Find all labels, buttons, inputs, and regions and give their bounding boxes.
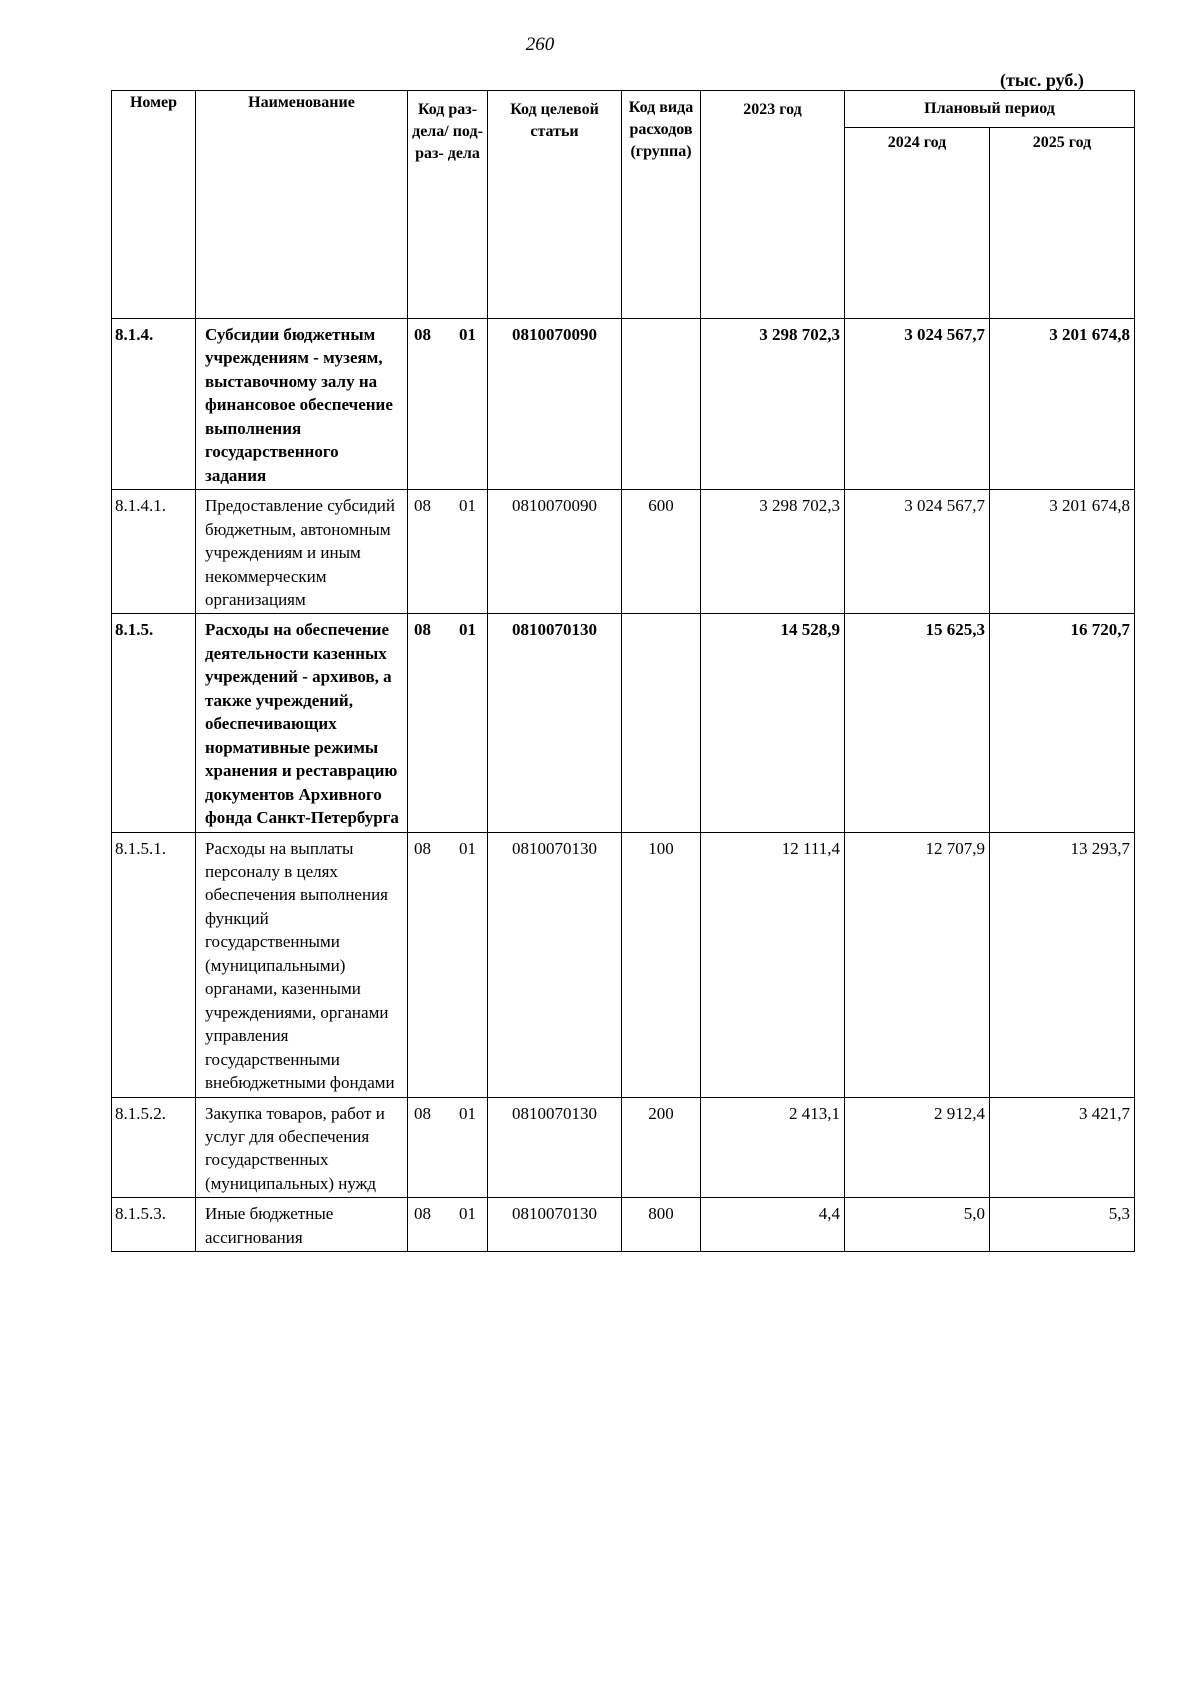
section-code-pair xyxy=(411,618,484,641)
table-row xyxy=(112,1097,1135,1198)
row-amount-2023: 4,4 xyxy=(701,1198,845,1252)
razdel-code: 08 xyxy=(414,1204,431,1224)
header-name: Наименование xyxy=(196,91,408,319)
row-name: Расходы на обеспечение деятельности казенных учреждений - архивов, а также учреждений, обеспечивающих нормативные режимы хранения и реставрацию документов Архивного фонда Санкт-Петербурга xyxy=(196,614,408,832)
row-name: Расходы на выплаты персоналу в целях обеспечения выполнения функций государственными (муниципальными) органами, казенными учреждениями, органами управления государственными внебюджетными фондами xyxy=(196,832,408,1097)
row-amount-2024: 3 024 567,7 xyxy=(845,490,990,614)
section-code-pair xyxy=(411,837,484,860)
header-number: Номер xyxy=(112,91,196,319)
razdel-code: 08 xyxy=(414,325,431,344)
row-expense-code: 600 xyxy=(622,490,701,614)
row-expense-code: 100 xyxy=(622,832,701,1097)
row-name: Субсидии бюджетным учреждениям - музеям, выставочному залу на финансовое обеспечение выполнения государственного задания xyxy=(196,319,408,490)
razdel-code: 08 xyxy=(414,1103,431,1123)
section-code-pair xyxy=(411,323,484,346)
row-number: 8.1.5.1. xyxy=(112,832,196,1097)
row-section-code xyxy=(408,1198,488,1252)
table-row xyxy=(112,1198,1135,1252)
row-section-code xyxy=(408,319,488,490)
row-section-code xyxy=(408,832,488,1097)
row-target-code: 0810070130 xyxy=(488,1097,622,1198)
row-number: 8.1.5.2. xyxy=(112,1097,196,1198)
podrazdel-code: 01 xyxy=(459,620,476,640)
row-amount-2024: 3 024 567,7 xyxy=(845,319,990,490)
row-amount-2024: 15 625,3 xyxy=(845,614,990,832)
row-expense-code: 800 xyxy=(622,1198,701,1252)
podrazdel-code: 01 xyxy=(459,1103,476,1123)
row-target-code: 0810070090 xyxy=(488,490,622,614)
row-amount-2025: 13 293,7 xyxy=(990,832,1135,1097)
header-year-2024: 2024 год xyxy=(845,128,990,319)
header-row xyxy=(112,91,1135,128)
section-code-pair xyxy=(411,1102,484,1125)
row-amount-2023: 3 298 702,3 xyxy=(701,490,845,614)
table-row xyxy=(112,319,1135,490)
row-amount-2023: 14 528,9 xyxy=(701,614,845,832)
header-expense-code: Код вида расходов (группа) xyxy=(622,91,701,319)
header-year-2023: 2023 год xyxy=(701,91,845,319)
row-amount-2025: 3 421,7 xyxy=(990,1097,1135,1198)
table-row xyxy=(112,614,1135,832)
podrazdel-code: 01 xyxy=(459,838,476,858)
row-target-code: 0810070130 xyxy=(488,1198,622,1252)
row-expense-code xyxy=(622,319,701,490)
row-amount-2024: 2 912,4 xyxy=(845,1097,990,1198)
row-amount-2023: 12 111,4 xyxy=(701,832,845,1097)
table-row xyxy=(112,832,1135,1097)
header-section-code: Код раз- дела/ под- раз- дела xyxy=(408,91,488,319)
section-code-pair xyxy=(411,494,484,517)
row-number: 8.1.5.3. xyxy=(112,1198,196,1252)
row-target-code: 0810070130 xyxy=(488,832,622,1097)
table-row xyxy=(112,490,1135,614)
podrazdel-code: 01 xyxy=(459,496,476,516)
header-target-code: Код целевой статьи xyxy=(488,91,622,319)
row-name: Иные бюджетные ассигнования xyxy=(196,1198,408,1252)
row-amount-2025: 3 201 674,8 xyxy=(990,490,1135,614)
header-planned-period: Плановый период xyxy=(845,91,1135,128)
section-code-pair xyxy=(411,1202,484,1225)
row-section-code xyxy=(408,490,488,614)
row-section-code xyxy=(408,1097,488,1198)
row-amount-2023: 2 413,1 xyxy=(701,1097,845,1198)
budget-table xyxy=(111,90,1135,1252)
row-amount-2024: 12 707,9 xyxy=(845,832,990,1097)
row-amount-2025: 5,3 xyxy=(990,1198,1135,1252)
razdel-code: 08 xyxy=(414,496,431,516)
podrazdel-code: 01 xyxy=(459,1204,476,1224)
row-expense-code xyxy=(622,614,701,832)
podrazdel-code: 01 xyxy=(459,325,476,344)
row-number: 8.1.5. xyxy=(112,614,196,832)
row-amount-2025: 16 720,7 xyxy=(990,614,1135,832)
razdel-code: 08 xyxy=(414,838,431,858)
row-number: 8.1.4. xyxy=(112,319,196,490)
page-number: 260 xyxy=(525,34,555,55)
row-name: Закупка товаров, работ и услуг для обеспечения государственных (муниципальных) нужд xyxy=(196,1097,408,1198)
header-year-2025: 2025 год xyxy=(990,128,1135,319)
razdel-code: 08 xyxy=(414,620,431,640)
units-label: (тыс. руб.) xyxy=(1000,70,1084,90)
row-target-code: 0810070090 xyxy=(488,319,622,490)
row-number: 8.1.4.1. xyxy=(112,490,196,614)
row-name: Предоставление субсидий бюджетным, автономным учреждениям и иным некоммерческим организациям xyxy=(196,490,408,614)
row-amount-2025: 3 201 674,8 xyxy=(990,319,1135,490)
row-target-code: 0810070130 xyxy=(488,614,622,832)
row-section-code xyxy=(408,614,488,832)
row-amount-2023: 3 298 702,3 xyxy=(701,319,845,490)
row-amount-2024: 5,0 xyxy=(845,1198,990,1252)
row-expense-code: 200 xyxy=(622,1097,701,1198)
